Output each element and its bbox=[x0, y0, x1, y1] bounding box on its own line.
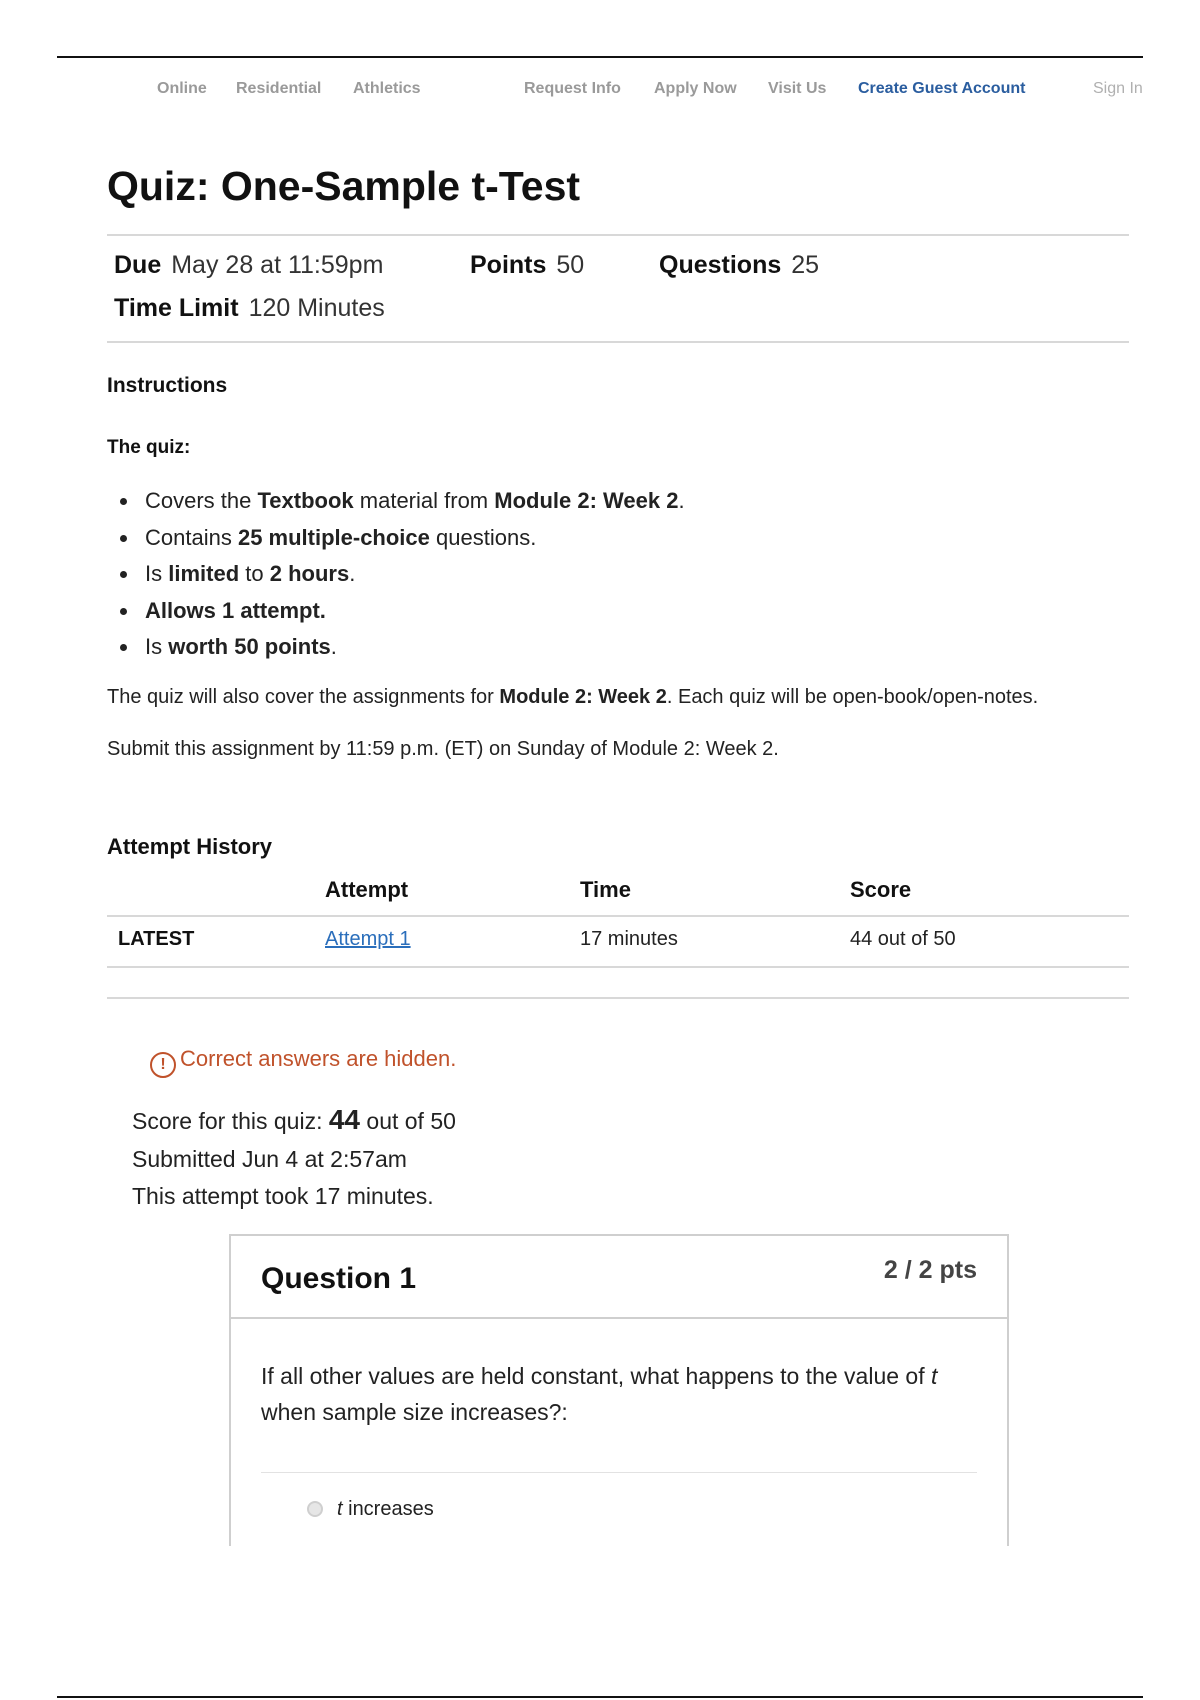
warning-text: Correct answers are hidden. bbox=[180, 1046, 457, 1071]
question-text bbox=[261, 1358, 981, 1430]
bullet-segment: material from bbox=[353, 488, 495, 513]
nav-visit-us-link[interactable]: Visit Us bbox=[768, 80, 827, 97]
attempt-duration: This attempt took 17 minutes. bbox=[132, 1183, 434, 1209]
nav-create-guest-account-link[interactable]: Create Guest Account bbox=[858, 80, 1026, 97]
bullet-segment: 2 hours bbox=[269, 561, 350, 586]
nav-residential-link[interactable]: Residential bbox=[236, 80, 322, 97]
question-points: 2 / 2 pts bbox=[883, 1256, 977, 1284]
questions-info bbox=[659, 251, 819, 280]
bullet-segment: Contains bbox=[145, 524, 238, 550]
submitted-timestamp: Submitted Jun 4 at 2:57am bbox=[132, 1146, 407, 1172]
quiz-score bbox=[132, 1104, 456, 1136]
answer-option-text: increases bbox=[342, 1498, 434, 1520]
question-title: Question 1 bbox=[261, 1262, 417, 1295]
correct-answers-hidden-notice bbox=[150, 1046, 456, 1078]
page-title: Quiz: One-Sample t-Test bbox=[107, 163, 581, 209]
bullet-segment: 25 multiple-choice bbox=[237, 524, 430, 550]
submit-deadline-text: Submit this assignment by 11:59 p.m. (ET) on Sunday of Module 2: Week 2. bbox=[107, 738, 779, 760]
list-item bbox=[117, 632, 685, 669]
time-limit-label: Time Limit bbox=[114, 294, 239, 322]
top-rule bbox=[57, 56, 1143, 58]
bullet-segment: . bbox=[678, 488, 685, 513]
nav-online-link[interactable]: Online bbox=[157, 80, 207, 97]
list-item bbox=[117, 523, 685, 560]
latest-badge: LATEST bbox=[118, 928, 195, 950]
time-limit-value: 120 Minutes bbox=[248, 294, 385, 322]
paragraph-segment: Module 2: Week 2 bbox=[499, 686, 667, 708]
attempt-time-cell: 17 minutes bbox=[580, 928, 678, 950]
paragraph-segment: The quiz will also cover the assignments for bbox=[107, 686, 500, 708]
bullet-segment: Is bbox=[145, 561, 169, 586]
bullet-segment: to bbox=[239, 561, 270, 586]
due-date bbox=[114, 251, 383, 280]
attempt-1-link[interactable]: Attempt 1 bbox=[325, 928, 411, 950]
table-row-divider bbox=[107, 966, 1129, 968]
bullet-segment: questions. bbox=[429, 524, 537, 550]
details-divider bbox=[107, 341, 1129, 343]
list-item bbox=[117, 596, 685, 633]
bottom-rule bbox=[57, 1696, 1143, 1698]
answer-option-label[interactable] bbox=[337, 1498, 434, 1521]
list-item bbox=[117, 486, 685, 523]
quiz-subheading: The quiz: bbox=[107, 437, 191, 458]
due-label: Due bbox=[114, 251, 162, 279]
list-item bbox=[117, 559, 685, 596]
score-value: 44 bbox=[328, 1104, 361, 1135]
bullet-segment: Module 2: Week 2 bbox=[494, 488, 679, 513]
due-value: May 28 at 11:59pm bbox=[171, 251, 384, 279]
column-header-time: Time bbox=[580, 877, 631, 902]
score-suffix: out of 50 bbox=[360, 1108, 456, 1134]
nav-apply-now-link[interactable]: Apply Now bbox=[654, 80, 737, 97]
table-header-divider bbox=[107, 915, 1129, 917]
questions-label: Questions bbox=[659, 251, 782, 279]
attempt-history-heading: Attempt History bbox=[107, 834, 273, 859]
bullet-segment: Allows 1 attempt. bbox=[145, 597, 326, 623]
section-divider bbox=[107, 997, 1129, 999]
top-navigation bbox=[0, 80, 1200, 104]
time-limit bbox=[114, 294, 385, 323]
bullet-segment: limited bbox=[168, 561, 240, 586]
instructions-paragraph bbox=[107, 686, 1038, 709]
bullet-segment: Is bbox=[145, 634, 169, 659]
bullet-segment: Textbook bbox=[257, 488, 354, 513]
points-info bbox=[470, 251, 584, 280]
column-header-attempt: Attempt bbox=[325, 877, 409, 902]
question-text-part: when sample size increases?: bbox=[261, 1399, 568, 1425]
nav-request-info-link[interactable]: Request Info bbox=[524, 80, 621, 97]
table-row[interactable] bbox=[325, 928, 411, 951]
nav-athletics-link[interactable]: Athletics bbox=[353, 80, 421, 97]
nav-sign-in-link[interactable]: Sign In bbox=[1093, 80, 1143, 97]
paragraph-segment: . Each quiz will be open-book/open-notes. bbox=[666, 686, 1039, 708]
answer-option-variable: t bbox=[337, 1498, 343, 1520]
bullet-segment: . bbox=[330, 634, 337, 659]
column-header-score: Score bbox=[850, 877, 912, 902]
bullet-segment: Covers the bbox=[145, 488, 258, 513]
question-header bbox=[231, 1236, 1007, 1319]
question-text-part: If all other values are held constant, what happens to the value of bbox=[261, 1363, 931, 1389]
instructions-heading: Instructions bbox=[107, 374, 228, 397]
score-prefix: Score for this quiz: bbox=[132, 1108, 329, 1134]
question-card bbox=[229, 1234, 1009, 1546]
instructions-list bbox=[117, 486, 685, 669]
alert-circle-icon: ! bbox=[150, 1052, 176, 1078]
bullet-segment: worth 50 points bbox=[168, 634, 331, 659]
points-value: 50 bbox=[556, 251, 585, 279]
question-text-variable: t bbox=[931, 1363, 938, 1389]
answer-radio[interactable] bbox=[307, 1501, 323, 1517]
questions-value: 25 bbox=[791, 251, 820, 279]
bullet-segment: . bbox=[349, 561, 356, 586]
attempt-score-cell: 44 out of 50 bbox=[850, 928, 956, 950]
points-label: Points bbox=[470, 251, 547, 279]
title-divider bbox=[107, 234, 1129, 236]
question-divider bbox=[261, 1472, 977, 1473]
